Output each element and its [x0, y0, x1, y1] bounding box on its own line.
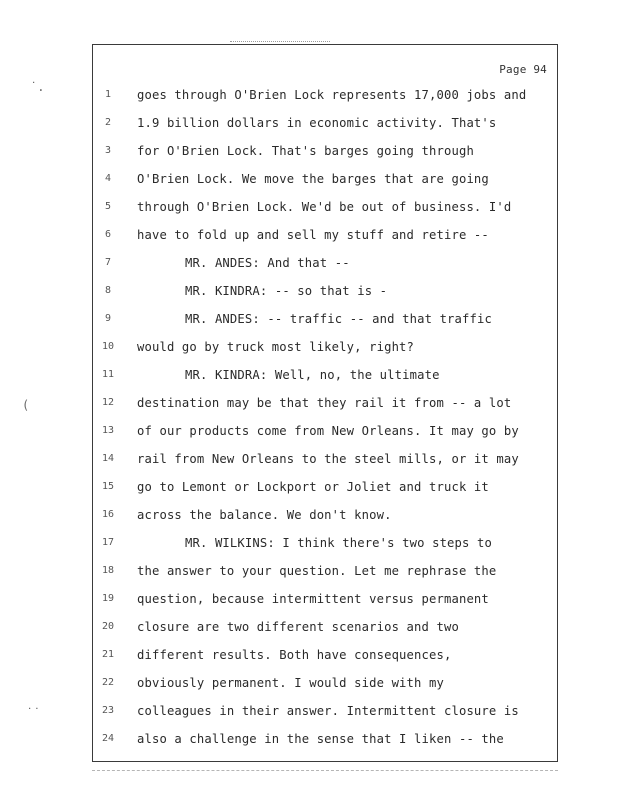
transcript-line [93, 449, 557, 477]
line-text: the answer to your question. Let me rephrase the [137, 564, 497, 578]
transcript-line [93, 309, 557, 337]
transcript-line [93, 645, 557, 673]
transcript-page [92, 44, 558, 762]
line-text: of our products come from New Orleans. It may go by [137, 424, 519, 438]
transcript-line [93, 113, 557, 141]
line-number: 24 [101, 733, 115, 744]
line-number: 8 [104, 285, 112, 296]
transcript-line [93, 169, 557, 197]
transcript-line [93, 729, 557, 757]
line-text: obviously permanent. I would side with my [137, 676, 444, 690]
transcript-line [93, 365, 557, 393]
line-text: also a challenge in the sense that I liken -- the [137, 732, 504, 746]
transcript-line [93, 225, 557, 253]
line-number: 15 [101, 481, 115, 492]
line-number: 12 [101, 397, 115, 408]
transcript-line [93, 393, 557, 421]
line-number: 13 [101, 425, 115, 436]
margin-mark: ˙. [30, 80, 45, 94]
margin-mark: ( [22, 398, 30, 412]
line-number: 5 [104, 201, 112, 212]
line-number: 16 [101, 509, 115, 520]
transcript-line [93, 505, 557, 533]
transcript-line [93, 337, 557, 365]
line-number: 18 [101, 565, 115, 576]
transcript-line [93, 141, 557, 169]
line-number: 17 [101, 537, 115, 548]
line-text: MR. ANDES: -- traffic -- and that traffic [185, 312, 492, 326]
line-text: would go by truck most likely, right? [137, 340, 415, 354]
transcript-line [93, 253, 557, 281]
line-number: 19 [101, 593, 115, 604]
line-text: for O'Brien Lock. That's barges going through [137, 144, 474, 158]
line-text: MR. KINDRA: -- so that is - [185, 284, 388, 298]
line-number: 10 [101, 341, 115, 352]
margin-mark: ˙˙ [26, 706, 41, 720]
page-number: Page 94 [499, 63, 547, 76]
line-text: goes through O'Brien Lock represents 17,000 jobs and [137, 88, 527, 102]
line-number: 6 [104, 229, 112, 240]
line-number: 9 [104, 313, 112, 324]
line-text: across the balance. We don't know. [137, 508, 392, 522]
line-number: 23 [101, 705, 115, 716]
line-text: different results. Both have consequences, [137, 648, 452, 662]
transcript-line [93, 561, 557, 589]
bottom-rule [92, 770, 558, 771]
line-number: 11 [101, 369, 115, 380]
transcript-line [93, 617, 557, 645]
line-number: 21 [101, 649, 115, 660]
line-text: go to Lemont or Lockport or Joliet and truck it [137, 480, 489, 494]
line-number: 2 [104, 117, 112, 128]
line-text: question, because intermittent versus permanent [137, 592, 489, 606]
line-text: MR. ANDES: And that -- [185, 256, 350, 270]
transcript-line [93, 477, 557, 505]
line-number: 7 [104, 257, 112, 268]
transcript-line [93, 197, 557, 225]
transcript-lines [93, 85, 557, 757]
line-number: 4 [104, 173, 112, 184]
line-text: MR. WILKINS: I think there's two steps to [185, 536, 492, 550]
line-text: O'Brien Lock. We move the barges that are going [137, 172, 489, 186]
transcript-line [93, 589, 557, 617]
transcript-line [93, 533, 557, 561]
line-text: MR. KINDRA: Well, no, the ultimate [185, 368, 440, 382]
line-text: through O'Brien Lock. We'd be out of business. I'd [137, 200, 512, 214]
line-number: 20 [101, 621, 115, 632]
transcript-line [93, 85, 557, 113]
line-number: 22 [101, 677, 115, 688]
line-text: closure are two different scenarios and two [137, 620, 459, 634]
line-text: have to fold up and sell my stuff and retire -- [137, 228, 489, 242]
line-number: 1 [104, 89, 112, 100]
transcript-line [93, 673, 557, 701]
line-text: destination may be that they rail it from -- a lot [137, 396, 512, 410]
line-text: colleagues in their answer. Intermittent closure is [137, 704, 519, 718]
line-text: 1.9 billion dollars in economic activity. That's [137, 116, 497, 130]
line-number: 14 [101, 453, 115, 464]
line-number: 3 [104, 145, 112, 156]
transcript-line [93, 281, 557, 309]
line-text: rail from New Orleans to the steel mills, or it may [137, 452, 519, 466]
top-rule [230, 41, 330, 42]
transcript-line [93, 701, 557, 729]
transcript-line [93, 421, 557, 449]
